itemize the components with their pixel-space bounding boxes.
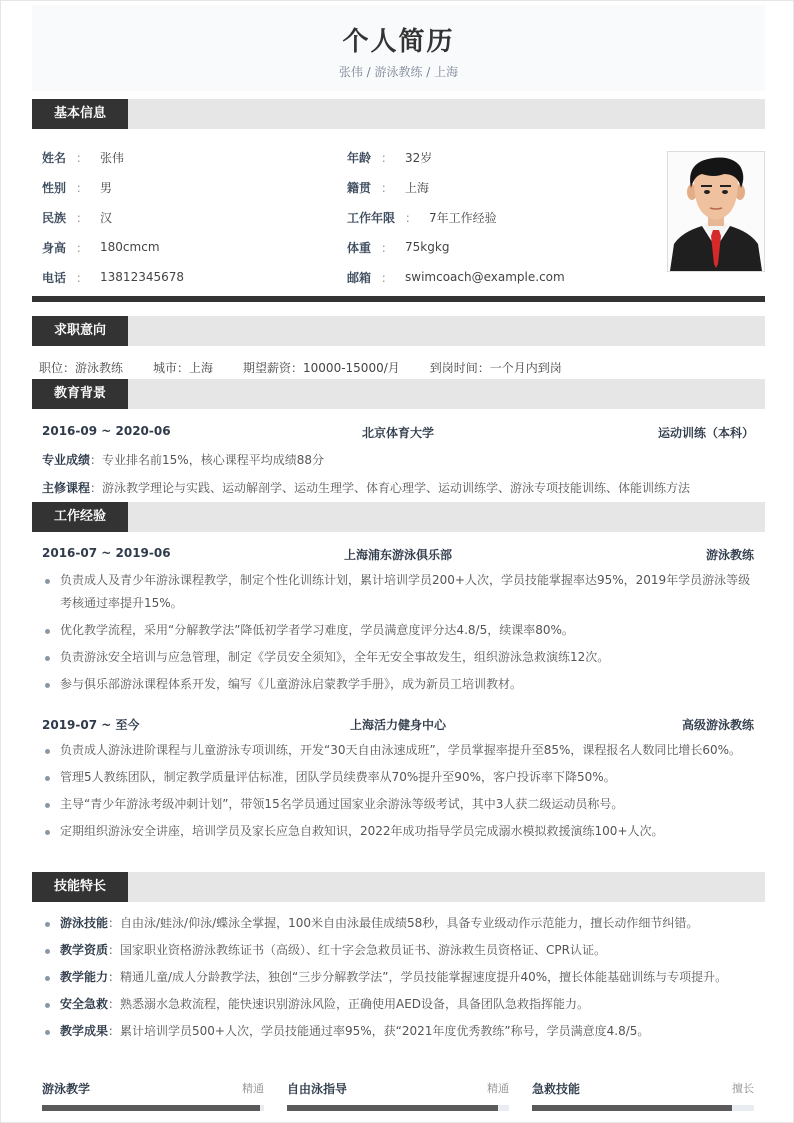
skill-text: ：自由泳/蛙泳/仰泳/蝶泳全掌握，100米自由泳最佳成绩58秒，具备专业级动作示范能力，擅长动作细节纠错。 [108, 916, 699, 930]
page-subtitle: 张伟 / 游泳教练 / 上海 [338, 65, 459, 79]
info-label: 邮箱 [347, 270, 372, 285]
info-row [42, 142, 652, 172]
intent-position: 职位：游泳教练 [39, 361, 124, 375]
colon: ： [381, 240, 394, 255]
skill-bars [42, 1079, 754, 1111]
courses-text: ：游泳教学理论与实践、运动解剖学、运动生理学、体育心理学、运动训练学、游泳专项技能训练、体能训练方法 [90, 481, 691, 495]
skill-progress-track [532, 1105, 754, 1111]
section-divider [32, 296, 765, 302]
info-row [42, 172, 652, 202]
info-label: 性别 [42, 180, 67, 195]
education-school: 北京体育大学 [361, 426, 434, 440]
info-value: 32岁 [405, 150, 433, 165]
skill-label: 安全急救 [60, 997, 109, 1011]
intent-city: 城市：上海 [153, 361, 214, 375]
colon: ： [76, 210, 89, 225]
section-job-intent [32, 316, 765, 346]
job-intent-row [39, 359, 592, 376]
info-value: 汉 [100, 210, 113, 225]
skill-bar-item [42, 1079, 264, 1111]
education-grades [42, 451, 754, 468]
skill-progress-fill [42, 1105, 260, 1111]
section-title: 工作经验 [32, 502, 128, 532]
colon: ： [405, 210, 418, 225]
info-row [42, 262, 652, 292]
skill-label: 教学成果 [60, 1024, 109, 1038]
education-period: 2016-09 ~ 2020-06 [42, 424, 171, 438]
info-value: 13812345678 [100, 270, 185, 284]
work-period: 2016-07 ~ 2019-06 [42, 546, 171, 560]
info-label: 民族 [42, 210, 67, 225]
skill-bar-level: 擅长 [732, 1082, 754, 1095]
info-ethnicity [42, 202, 347, 232]
info-label: 姓名 [42, 150, 67, 165]
work-company: 上海浦东游泳俱乐部 [343, 548, 452, 562]
colon: ： [381, 150, 394, 165]
info-row [42, 202, 652, 232]
colon: ： [76, 240, 89, 255]
work-period: 2019-07 ~ 至今 [42, 718, 140, 732]
work-title: 高级游泳教练 [681, 718, 754, 732]
courses-label: 主修课程 [42, 481, 91, 495]
education-header-row [42, 424, 754, 441]
section-skills [32, 872, 765, 902]
work-bullets [42, 569, 758, 700]
colon: ： [76, 270, 89, 285]
skills-list [42, 912, 758, 1047]
list-item: 负责成人游泳进阶课程与儿童游泳专项训练，开发“30天自由泳速成班”，学员掌握率提升至85%，课程报名人数同比增长60%。 [42, 739, 758, 762]
info-label: 工作年限 [347, 210, 396, 225]
section-title: 教育背景 [32, 379, 128, 409]
skill-bar-name: 急救技能 [532, 1081, 581, 1096]
work-title: 游泳教练 [705, 548, 754, 562]
list-item [42, 966, 758, 989]
skill-bar-name: 自由泳指导 [287, 1081, 348, 1096]
colon: ： [76, 150, 89, 165]
info-value: 180cmcm [100, 240, 160, 254]
list-item: 主导“青少年游泳考级冲刺计划”，带领15名学员通过国家业余游泳等级考试，其中3人获二级运动员称号。 [42, 793, 758, 816]
intent-availability: 到岗时间：一个月内到岗 [429, 361, 562, 375]
list-item [42, 912, 758, 935]
colon: ： [381, 180, 394, 195]
info-name [42, 142, 347, 172]
colon: ： [76, 180, 89, 195]
skill-progress-track [42, 1105, 264, 1111]
info-label: 身高 [42, 240, 67, 255]
avatar-illustration-icon [668, 152, 764, 271]
skill-bar-item [287, 1079, 509, 1111]
work-bullets [42, 739, 758, 847]
list-item [42, 1020, 758, 1043]
info-label: 电话 [42, 270, 67, 285]
info-gender [42, 172, 347, 202]
work-company: 上海活力健身中心 [349, 718, 446, 732]
section-title: 技能特长 [32, 872, 128, 902]
list-item: 优化教学流程，采用“分解教学法”降低初学者学习难度，学员满意度评分达4.8/5，续课率80%。 [42, 619, 758, 642]
skill-text: ：精通儿童/成人分龄教学法，独创“三步分解教学法”，学员技能掌握速度提升40%，擅长体能基础训练与专项提升。 [108, 970, 728, 984]
avatar-photo [667, 151, 765, 272]
skill-text: ：国家职业资格游泳教练证书（高级）、红十字会急救员证书、游泳救生员资格证、CPR认证。 [108, 943, 606, 957]
info-experience [347, 202, 652, 232]
info-value: 张伟 [100, 150, 125, 165]
skill-bar-level: 精通 [487, 1082, 509, 1095]
section-title: 基本信息 [32, 99, 128, 129]
education-major: 运动训练（本科） [657, 426, 754, 440]
page-title: 个人简历 [342, 27, 455, 57]
section-basic-info [32, 99, 765, 129]
skill-progress-fill [532, 1105, 732, 1111]
list-item: 管理5人教练团队，制定教学质量评估标准，团队学员续费率从70%提升至90%，客户投诉率下降50%。 [42, 766, 758, 789]
list-item: 负责游泳安全培训与应急管理，制定《学员安全须知》，全年无安全事故发生，组织游泳急救演练12次。 [42, 646, 758, 669]
skill-label: 教学能力 [60, 970, 109, 984]
list-item [42, 993, 758, 1016]
resume-header [32, 5, 765, 91]
skill-bar-name: 游泳教学 [42, 1081, 91, 1096]
skill-progress-fill [287, 1105, 498, 1111]
info-value: 7年工作经验 [429, 210, 497, 225]
info-age [347, 142, 652, 172]
info-weight [347, 232, 652, 262]
skill-text: ：累计培训学员500+人次，学员技能通过率95%，获“2021年度优秀教练”称号，学员满意度4.8/5。 [108, 1024, 650, 1038]
intent-salary: 期望薪资：10000-15000/月 [243, 361, 400, 375]
basic-info-grid [42, 142, 652, 292]
info-label: 体重 [347, 240, 372, 255]
info-row [42, 232, 652, 262]
grades-label: 专业成绩 [42, 453, 91, 467]
list-item: 负责成人及青少年游泳课程教学，制定个性化训练计划，累计培训学员200+人次，学员技能掌握率达95%，2019年学员游泳等级考核通过率提升15%。 [42, 569, 758, 615]
info-hometown [347, 172, 652, 202]
work-header-row [42, 716, 754, 733]
colon: ： [381, 270, 394, 285]
list-item: 定期组织游泳安全讲座，培训学员及家长应急自救知识，2022年成功指导学员完成溺水模拟救援演练100+人次。 [42, 820, 758, 843]
info-value: 上海 [405, 180, 430, 195]
skill-progress-track [287, 1105, 509, 1111]
info-height [42, 232, 347, 262]
list-item: 参与俱乐部游泳课程体系开发，编写《儿童游泳启蒙教学手册》，成为新员工培训教材。 [42, 673, 758, 696]
section-title: 求职意向 [32, 316, 128, 346]
skill-label: 教学资质 [60, 943, 109, 957]
skill-bar-item [532, 1079, 754, 1111]
section-work-experience [32, 502, 765, 532]
education-courses [42, 479, 754, 496]
info-phone [42, 262, 347, 292]
skill-bar-level: 精通 [242, 1082, 264, 1095]
info-value: 75kgkg [405, 240, 450, 254]
list-item [42, 939, 758, 962]
info-label: 籍贯 [347, 180, 372, 195]
skill-text: ：熟悉溺水急救流程，能快速识别游泳风险，正确使用AED设备，具备团队急救指挥能力。 [108, 997, 590, 1011]
skill-label: 游泳技能 [60, 916, 109, 930]
info-email [347, 262, 652, 292]
section-education [32, 379, 765, 409]
work-header-row [42, 546, 754, 563]
info-value: 男 [100, 180, 113, 195]
info-label: 年龄 [347, 150, 372, 165]
info-value: swimcoach@example.com [405, 270, 565, 284]
grades-text: ：专业排名前15%，核心课程平均成绩88分 [90, 453, 324, 467]
